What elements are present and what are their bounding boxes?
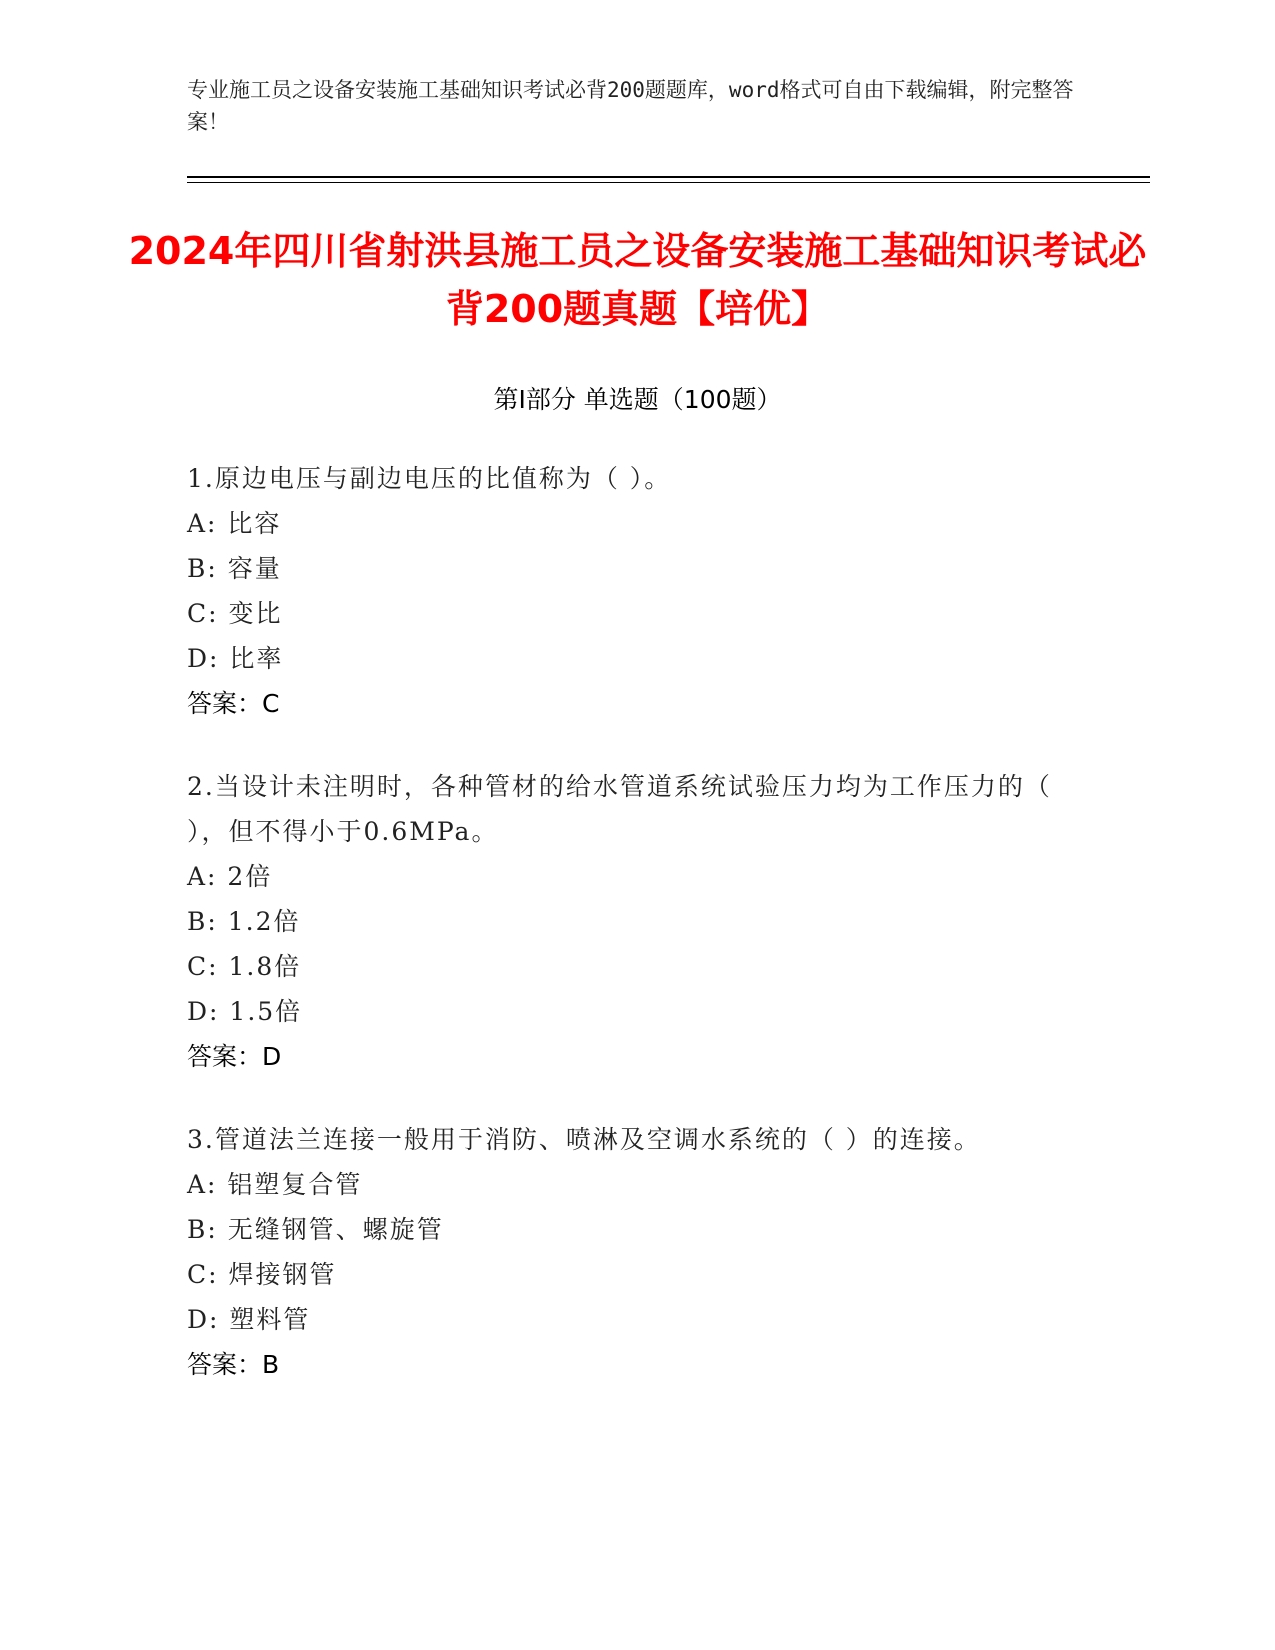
option-a: A: 2倍 [187,862,273,891]
answer: 答案：B [187,1350,280,1379]
question-text: 3.管道法兰连接一般用于消防、喷淋及空调水系统的（ ）的连接。 [187,1125,981,1154]
option-d: D: 1.5倍 [187,997,303,1026]
question-1 [187,456,1087,726]
question-text: 2.当设计未注明时，各种管材的给水管道系统试验压力均为工作压力的（ ），但不得小于0.6MPa。 [187,772,1052,846]
option-d: D: 比率 [187,644,284,673]
option-a: A: 铝塑复合管 [187,1170,363,1199]
option-b: B: 容量 [187,554,282,583]
option-c: C: 焊接钢管 [187,1260,337,1289]
question-2 [187,764,1087,1079]
header-note: 专业施工员之设备安装施工基础知识考试必背200题题库，word格式可自由下载编辑，附完整答案！ [187,78,1074,134]
header-divider-thin [187,182,1150,183]
option-c: C: 1.8倍 [187,952,302,981]
option-d: D: 塑料管 [187,1305,311,1334]
question-text: 1.原边电压与副边电压的比值称为（ ）。 [187,464,672,493]
header-divider-thick [187,176,1150,178]
option-a: A: 比容 [187,509,282,538]
option-c: C: 变比 [187,599,283,628]
question-3 [187,1117,1087,1387]
answer: 答案：D [187,1042,282,1071]
section-heading: 第I部分 单选题（100题） [493,385,782,414]
answer: 答案：C [187,689,280,718]
option-b: B: 1.2倍 [187,907,301,936]
document-title: 2024年四川省射洪县施工员之设备安装施工基础知识考试必背200题真题【培优】 [128,229,1147,331]
option-b: B: 无缝钢管、螺旋管 [187,1215,444,1244]
